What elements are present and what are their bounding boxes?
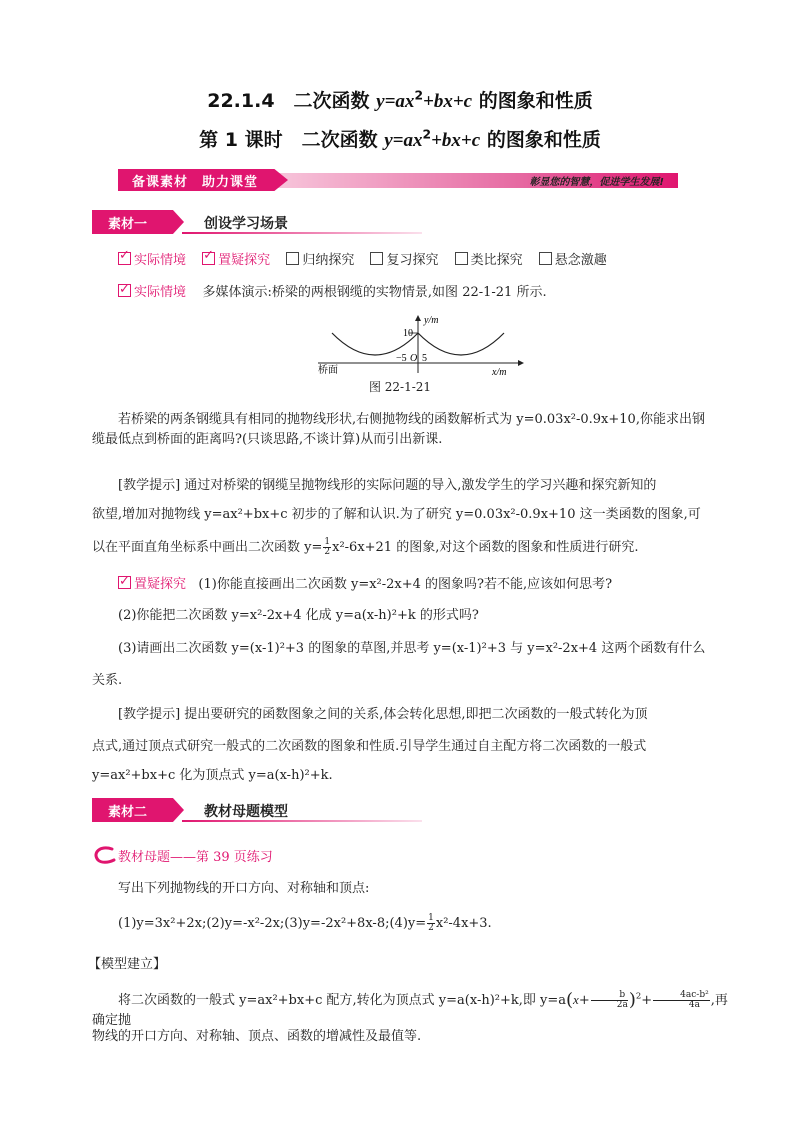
fraction-k — [653, 991, 710, 1010]
option-question-explore[interactable] — [202, 249, 270, 268]
fraction-denominator: 2 — [428, 923, 434, 933]
x-axis-label: x/m — [492, 367, 507, 377]
scene-text: 多媒体演示:桥梁的两根钢缆的实物情景,如图 22-1-21 所示. — [202, 285, 547, 300]
option-analogy-explore[interactable] — [455, 249, 523, 268]
lesson-title-formula: y=ax — [384, 130, 423, 151]
section-header-2 — [92, 798, 422, 822]
lesson-title-prefix: 第 1 课时 二次函数 — [199, 129, 385, 151]
explore-question-3-cont: 关系. — [92, 673, 123, 688]
lesson-title-exponent: 2 — [422, 127, 432, 142]
fraction-numerator: 4ac-b² — [653, 991, 710, 1001]
var-x: x — [573, 992, 579, 1007]
option-induction-explore[interactable] — [286, 249, 354, 268]
curl-arrow-icon — [92, 846, 116, 864]
origin-label: O — [410, 353, 418, 364]
fraction-one-half — [427, 914, 435, 933]
model-line2: 物线的开口方向、对称轴、顶点、函数的增减性及最值等. — [92, 1029, 422, 1044]
bridge-deck-label: 桥面 — [318, 365, 338, 376]
scene-paragraph — [118, 283, 718, 303]
intro-paragraph: 若桥梁的两条钢缆具有相同的抛物线形状,右侧抛物线的函数解析式为 y=0.03x²-0.9x+10,你能求出钢缆最低点到桥面的距离吗?(只谈思路,不谈计算)从而引出新课. — [92, 412, 705, 447]
example-items-start: (1)y=3x²+2x;(2)y=-x²-2x;(3)y=-2x²+8x-8;(4)y= — [118, 916, 427, 931]
lesson-title — [0, 125, 800, 152]
y-axis-label: y/m — [424, 315, 439, 326]
title-exponent: 2 — [414, 88, 424, 103]
checkbox-icon[interactable] — [455, 252, 468, 265]
section-tab-label: 素材一 — [108, 217, 148, 232]
exponent-2: 2 — [635, 990, 642, 1001]
fraction-denominator: 4a — [688, 1000, 700, 1010]
option-review-explore[interactable] — [370, 249, 438, 268]
example-items-end: x²-4x+3. — [435, 916, 492, 931]
explore-question-1: (1)你能直接画出二次函数 y=x²-2x+4 的图象吗?若不能,应该如何思考? — [198, 577, 613, 592]
lesson-title-formula-tail: +bx+c — [431, 130, 481, 151]
fraction-b-over-2a — [591, 991, 628, 1010]
explore-question-2: (2)你能把二次函数 y=x²-2x+4 化成 y=a(x-h)²+k 的形式吗? — [118, 608, 479, 623]
banner-label: 备课素材 助力课堂 — [132, 175, 259, 190]
fraction-numerator: 1 — [428, 913, 434, 923]
model-line1: 将二次函数的一般式 y=ax²+bx+c 配方,转化为顶点式 y=a(x-h)²+k,即 y=a(x+ $\frac{b}{2a}$ )$^2$+ $\frac{\text{4ac-b²}}{4a}$ ,再确定抛 — [92, 989, 728, 1028]
checkbox-icon — [118, 576, 131, 589]
x-axis-arrow-icon — [518, 360, 524, 366]
right-paren: ) — [628, 989, 636, 1011]
tip-line3-end: x²-6x+21 的图象,对这个函数的图象和性质进行研究. — [332, 540, 639, 555]
section-tab-label: 素材二 — [108, 805, 148, 820]
tick-label-5: 5 — [422, 353, 427, 364]
checkbox-icon[interactable] — [118, 252, 131, 265]
teaching-tip-2-line3: y=ax²+bx+c 化为顶点式 y=a(x-h)²+k. — [92, 768, 333, 783]
figure-caption: 图 22-1-21 — [368, 380, 432, 394]
banner-slogan: 彰显您的智慧，促进学生发展! — [529, 177, 664, 188]
fraction-numerator: b — [591, 991, 628, 1001]
tick-label-minus5: −5 — [396, 353, 407, 364]
teaching-tip-2-line2: 点式,通过顶点式研究一般式的二次函数的图象和性质.引导学生通过自主配方将二次函数的一般式 — [92, 739, 647, 754]
tick-label-10: 10 — [403, 328, 413, 339]
fraction-numerator: 1 — [324, 537, 331, 547]
option-suspense[interactable] — [539, 249, 607, 268]
model-text-end: ,再确定抛 — [92, 993, 728, 1028]
title-prefix: 22.1.4 二次函数 — [207, 90, 377, 112]
option-label: 类比探究 — [470, 253, 523, 268]
tip-line3-start: 以在平面直角坐标系中画出二次函数 y= — [92, 540, 323, 555]
explore-label: 置疑探究 — [134, 577, 187, 592]
checkbox-icon[interactable] — [286, 252, 299, 265]
title-formula-tail: +bx+c — [423, 91, 473, 112]
resource-banner — [118, 169, 678, 191]
scenario-options — [118, 249, 619, 268]
option-label: 实际情境 — [134, 253, 187, 268]
fraction-denominator: 2a — [616, 1000, 628, 1010]
option-real-scenario[interactable] — [118, 249, 186, 268]
example-items — [118, 914, 718, 934]
example-title: 教材母题——第 39 页练习 — [118, 850, 273, 865]
section-title: 创设学习场景 — [204, 216, 288, 232]
y-axis-arrow-icon — [415, 315, 421, 321]
main-title — [0, 86, 800, 113]
option-label: 复习探究 — [386, 253, 439, 268]
fraction-one-half — [323, 538, 331, 557]
option-label: 悬念激趣 — [554, 253, 607, 268]
teaching-tip-1-line3 — [92, 538, 712, 558]
checkbox-icon[interactable] — [370, 252, 383, 265]
option-label: 置疑探究 — [218, 253, 271, 268]
explore-q1 — [118, 575, 718, 595]
right-cable-curve — [418, 333, 504, 355]
model-heading: 【模型建立】 — [88, 957, 167, 972]
option-label: 归纳探究 — [302, 253, 355, 268]
checkbox-icon[interactable] — [539, 252, 552, 265]
section-title: 教材母题模型 — [204, 804, 288, 820]
example-prompt: 写出下列抛物线的开口方向、对称轴和顶点: — [118, 881, 370, 896]
fraction-denominator: 2 — [324, 547, 331, 557]
scene-label: 实际情境 — [134, 285, 187, 300]
title-suffix: 的图象和性质 — [472, 90, 593, 112]
model-text-start: 将二次函数的一般式 y=ax²+bx+c 配方,转化为顶点式 y=a(x-h)²+k,即 y=a — [118, 993, 567, 1008]
lesson-title-suffix: 的图象和性质 — [480, 129, 601, 151]
left-paren: ( — [566, 989, 574, 1011]
bridge-cable-figure — [318, 315, 528, 377]
checkbox-icon[interactable] — [202, 252, 215, 265]
teaching-tip-2-line1: [教学提示] 提出要研究的函数图象之间的关系,体会转化思想,即把二次函数的一般式转化为顶 — [118, 707, 648, 722]
section-header-1 — [92, 210, 422, 234]
teaching-tip-1-line2: 欲望,增加对抛物线 y=ax²+bx+c 初步的了解和认识.为了研究 y=0.03x²-0.9x+10 这一类函数的图象,可 — [92, 507, 701, 522]
teaching-tip-1-line1: [教学提示] 通过对桥梁的钢缆呈抛物线形的实际问题的导入,激发学生的学习兴趣和探究新知的 — [118, 478, 657, 493]
explore-question-3: (3)请画出二次函数 y=(x-1)²+3 的图象的草图,并思考 y=(x-1)²+3 与 y=x²-2x+4 这两个函数有什么 — [118, 641, 706, 656]
checkbox-icon — [118, 284, 131, 297]
title-formula: y=ax — [376, 91, 415, 112]
